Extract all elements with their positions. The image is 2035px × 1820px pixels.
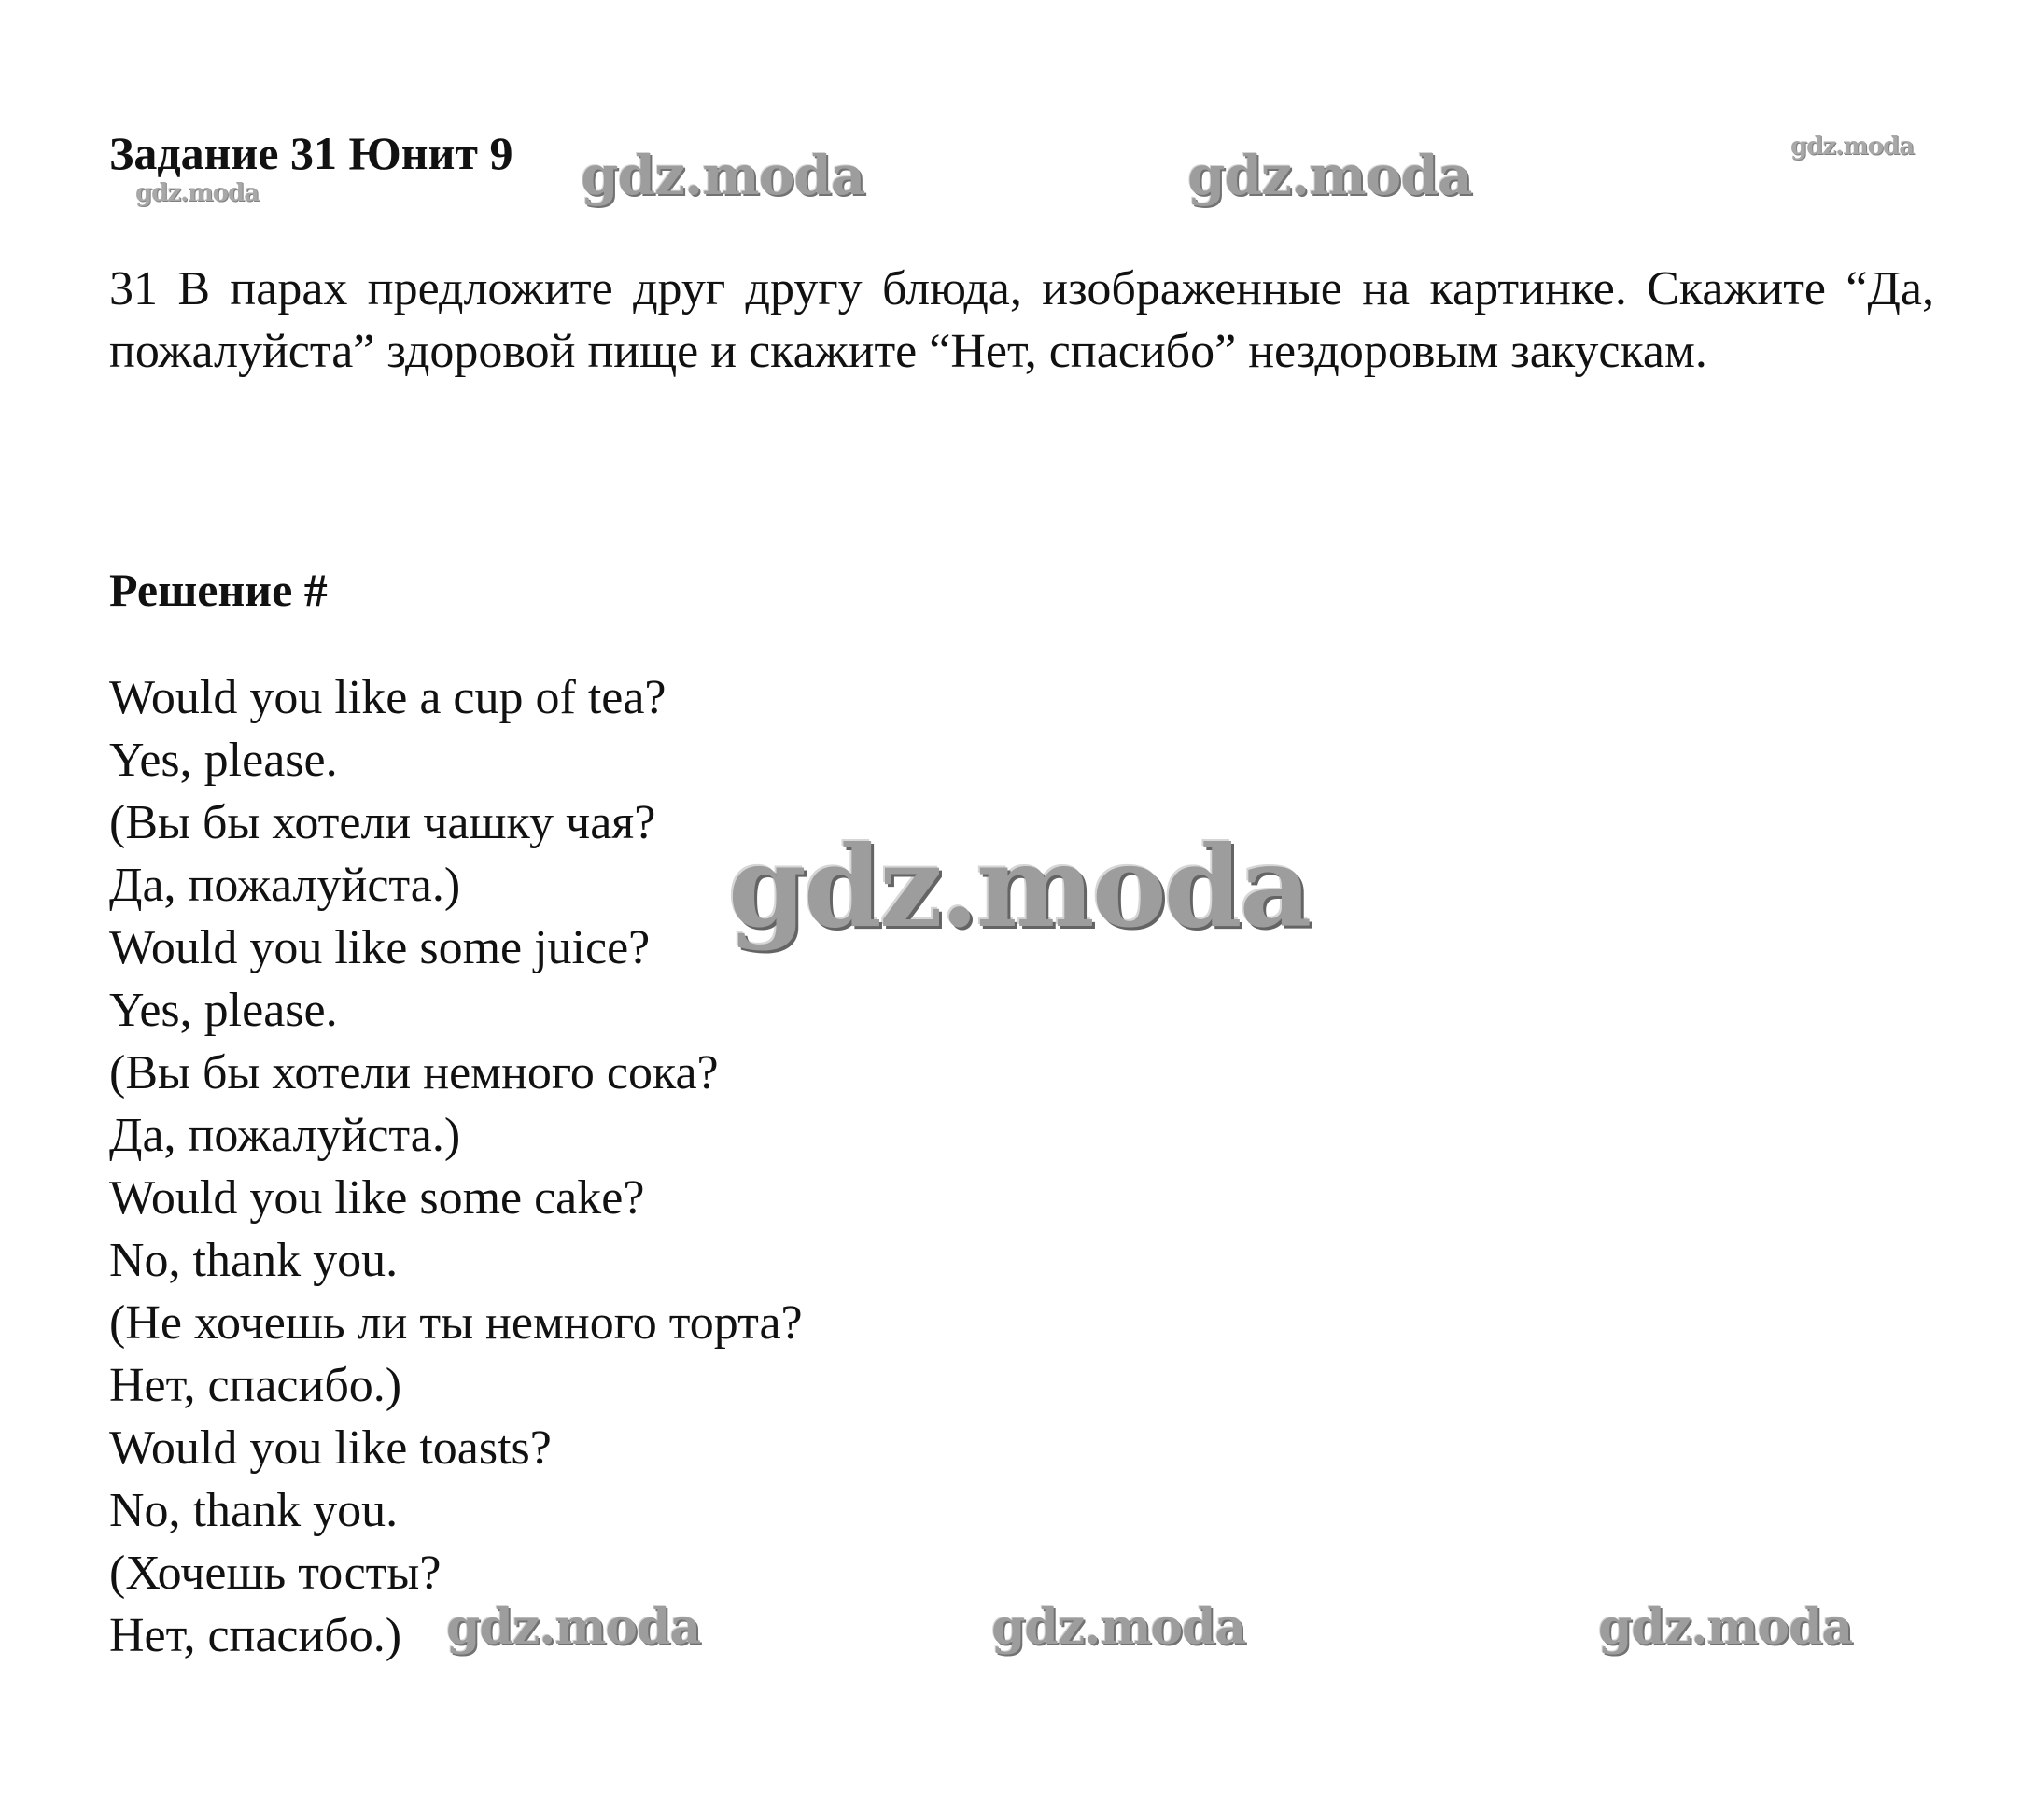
watermark: gdz.moda: [1790, 133, 1915, 161]
answer-line: No, thank you.: [109, 1234, 399, 1287]
answer-line: Would you like a cup of tea?: [109, 671, 667, 724]
watermark: gdz.moda: [135, 179, 260, 207]
answer-line: Would you like toasts?: [109, 1421, 552, 1475]
answer-line: Yes, please.: [109, 984, 338, 1037]
answer-line: (Хочешь тосты?: [109, 1547, 442, 1600]
document-page: [109, 0, 1934, 1820]
watermark: gdz.moda: [991, 1599, 1246, 1656]
answer-line: (Вы бы хотели немного сока?: [109, 1046, 719, 1099]
answer-line: Yes, please.: [109, 734, 338, 787]
task-text: 31 В парах предложите друг другу блюда, изображенные на картинке. Скажите “Да, пожалуйста” здоровой пище и скажите “Нет, спасибо” нездоровым закускам.: [109, 262, 1934, 378]
answer-line: (Не хочешь ли ты немного торта?: [109, 1296, 803, 1350]
watermark: gdz.moda: [728, 821, 1310, 953]
answer-line: Нет, спасибо.): [109, 1359, 402, 1412]
answer-line: Нет, спасибо.): [109, 1609, 402, 1662]
watermark: gdz.moda: [1598, 1599, 1853, 1656]
solution-heading: Решение #: [109, 564, 328, 616]
answer-line: Would you like some cake?: [109, 1171, 645, 1225]
page-title: Задание 31 Юнит 9: [109, 127, 513, 179]
answer-line: Да, пожалуйста.): [109, 1109, 461, 1162]
answer-list: [109, 666, 803, 1667]
answer-line: No, thank you.: [109, 1484, 399, 1537]
answer-line: Would you like some juice?: [109, 921, 651, 974]
watermark: gdz.moda: [581, 144, 865, 207]
watermark: gdz.moda: [1187, 144, 1472, 207]
watermark: gdz.moda: [446, 1599, 701, 1656]
answer-line: Да, пожалуйста.): [109, 859, 461, 912]
answer-line: (Вы бы хотели чашку чая?: [109, 796, 656, 849]
